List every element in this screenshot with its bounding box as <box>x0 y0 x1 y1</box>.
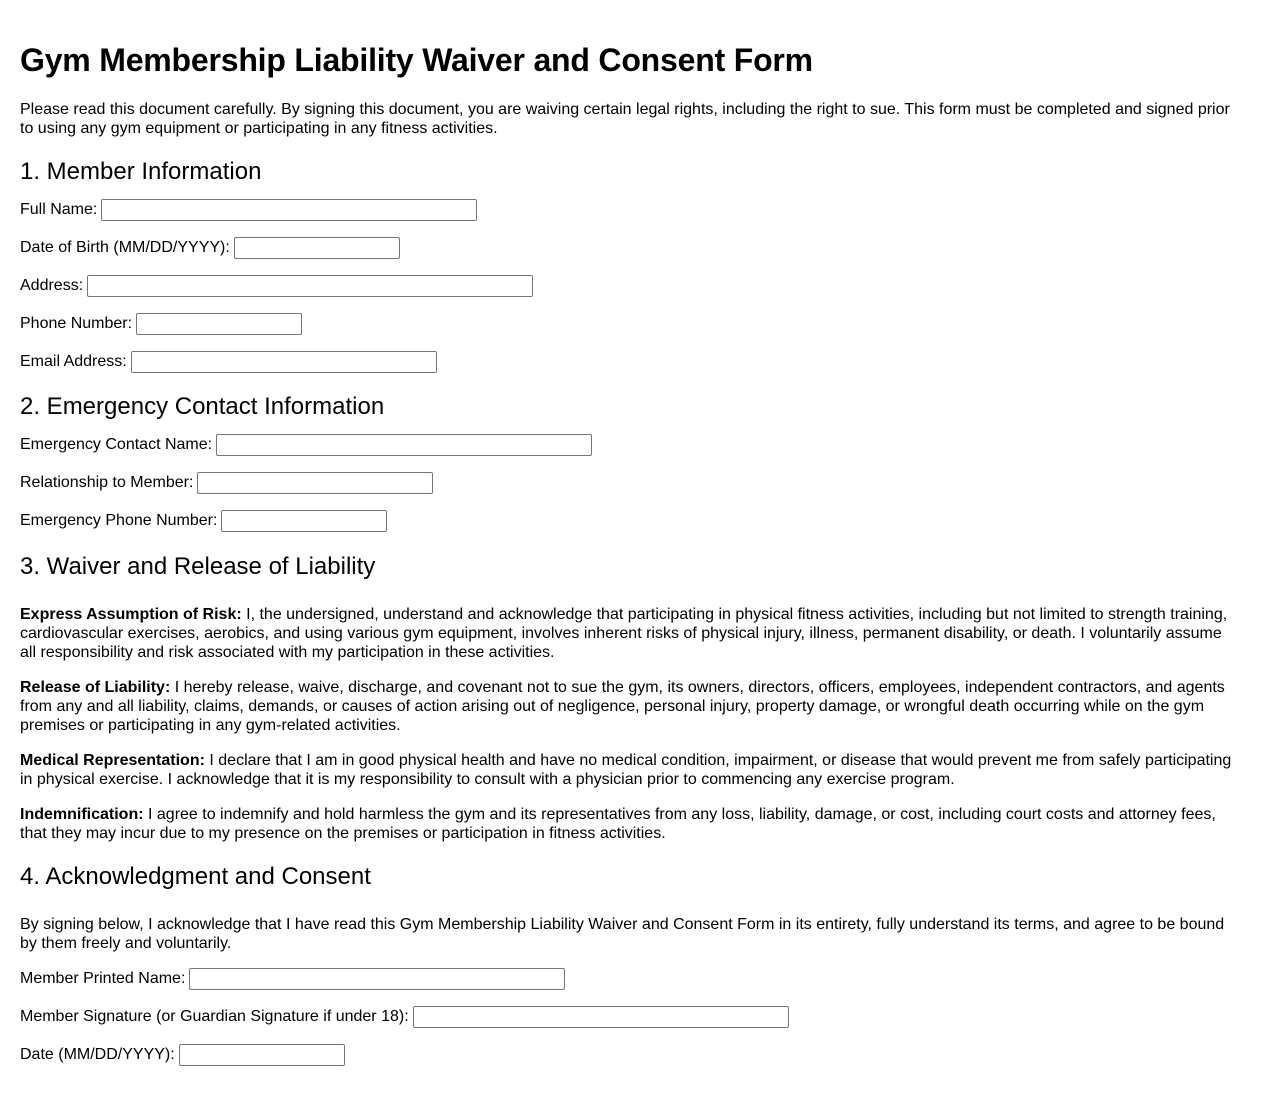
printed-name-row <box>20 968 1242 990</box>
full-name-row <box>20 199 1242 221</box>
phone-row <box>20 313 1242 335</box>
address-label: Address: <box>20 277 84 294</box>
section-heading-acknowledgment: 4. Acknowledgment and Consent <box>20 863 371 890</box>
clause-text: I, the undersigned, understand and acknowledge that participating in physical fitness activities, including but not limited to strength training, cardiovascular exercises, aerobics, and using various gym equipment, involves inherent risks of physical injury, illness, permanent disability, or death. I voluntarily assume all responsibility and risk associated with my participation in these activities. <box>20 606 1228 661</box>
emergency-contact-name-row <box>20 434 1242 456</box>
acknowledgment-text: By signing below, I acknowledge that I have read this Gym Membership Liability Waiver and Consent Form in its entirety, fully understand its terms, and agree to be bound by them freely and voluntarily. <box>20 916 1225 952</box>
relationship-row <box>20 472 1242 494</box>
signature-row <box>20 1006 1242 1028</box>
clause-title: Express Assumption of Risk: <box>20 606 242 623</box>
relationship-label: Relationship to Member: <box>20 474 194 491</box>
clause-text: I hereby release, waive, discharge, and covenant not to sue the gym, its owners, directors, officers, employees, independent contractors, and agents from any and all liability, claims, demands, or causes of action arising out of negligence, personal injury, property damage, or wrongful death occurring while on the gym premises or participating in any gym-related activities. <box>20 679 1225 734</box>
address-row <box>20 275 1242 297</box>
phone-input[interactable] <box>136 313 302 335</box>
clause-assumption-of-risk <box>20 605 1242 662</box>
clause-title: Medical Representation: <box>20 752 205 769</box>
emergency-contact-name-input[interactable] <box>216 434 592 456</box>
dob-row <box>20 237 1242 259</box>
clause-text: I agree to indemnify and hold harmless the gym and its representatives from any loss, liability, damage, or cost, including court costs and attorney fees, that they may incur due to my presence on the premises or participation in fitness activities. <box>20 806 1216 842</box>
clause-title: Indemnification: <box>20 806 144 823</box>
clause-indemnification <box>20 805 1242 843</box>
relationship-input[interactable] <box>197 472 433 494</box>
section-heading-member-information: 1. Member Information <box>20 158 262 185</box>
date-label: Date (MM/DD/YYYY): <box>20 1046 175 1063</box>
phone-label: Phone Number: <box>20 315 133 332</box>
email-label: Email Address: <box>20 353 127 370</box>
clause-release-of-liability <box>20 678 1242 735</box>
email-row <box>20 351 1242 373</box>
full-name-input[interactable] <box>101 199 477 221</box>
dob-label: Date of Birth (MM/DD/YYYY): <box>20 239 230 256</box>
clause-text: I declare that I am in good physical health and have no medical condition, impairment, or disease that would prevent me from safely participating in physical exercise. I acknowledge that it is my responsibility to consult with a physician prior to commencing any exercise program. <box>20 752 1232 788</box>
page-title: Gym Membership Liability Waiver and Consent Form <box>20 42 813 78</box>
section-heading-emergency-contact: 2. Emergency Contact Information <box>20 393 385 420</box>
signature-label: Member Signature (or Guardian Signature if under 18): <box>20 1008 409 1025</box>
date-row <box>20 1044 1242 1066</box>
clause-title: Release of Liability: <box>20 679 171 696</box>
date-input[interactable] <box>179 1044 345 1066</box>
printed-name-label: Member Printed Name: <box>20 970 186 987</box>
signature-input[interactable] <box>413 1006 789 1028</box>
email-input[interactable] <box>131 351 437 373</box>
full-name-label: Full Name: <box>20 201 98 218</box>
emergency-contact-name-label: Emergency Contact Name: <box>20 436 213 453</box>
intro-text: Please read this document carefully. By signing this document, you are waiving certain legal rights, including the right to sue. This form must be completed and signed prior to using any gym equipment or participating in any fitness activities. <box>20 101 1230 137</box>
emergency-phone-label: Emergency Phone Number: <box>20 512 218 529</box>
address-input[interactable] <box>87 275 533 297</box>
emergency-phone-row <box>20 510 1242 532</box>
printed-name-input[interactable] <box>189 968 565 990</box>
clause-medical-representation <box>20 751 1242 789</box>
dob-input[interactable] <box>234 237 400 259</box>
section-heading-waiver: 3. Waiver and Release of Liability <box>20 553 376 580</box>
emergency-phone-input[interactable] <box>221 510 387 532</box>
